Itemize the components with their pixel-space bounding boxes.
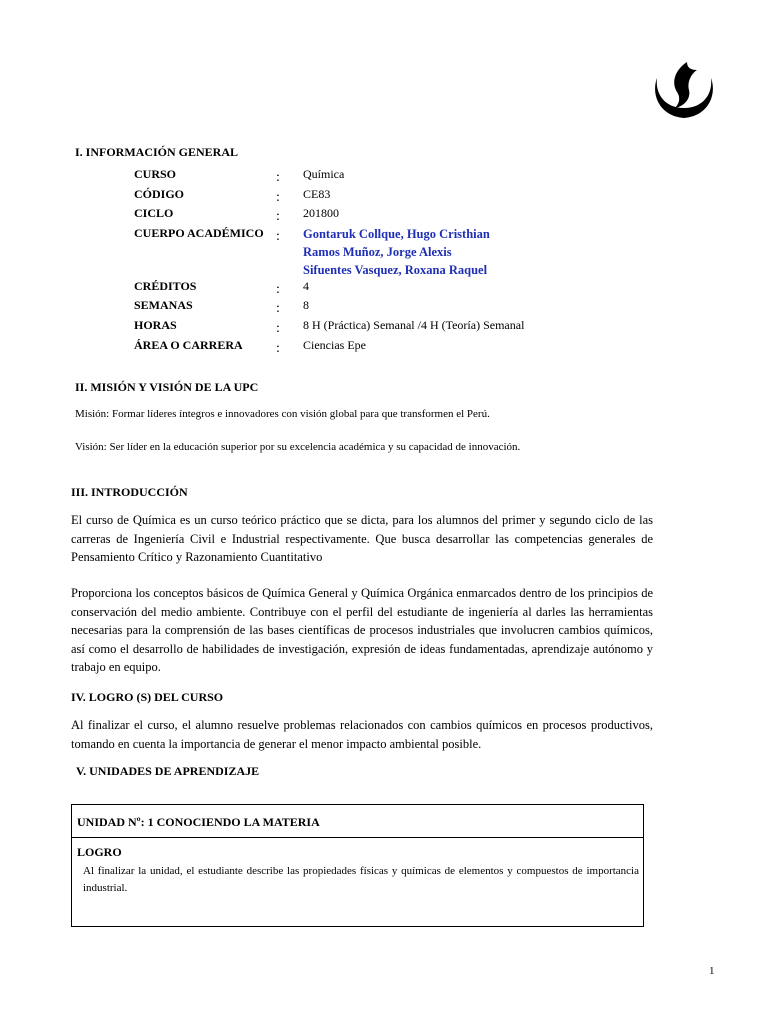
faculty-name: Sifuentes Vasquez, Roxana Raquel xyxy=(303,263,488,277)
info-row-curso xyxy=(0,167,768,185)
info-row-cuerpo-academico xyxy=(0,226,768,282)
section-heading-logros: IV. LOGRO (S) DEL CURSO xyxy=(71,690,224,704)
section-heading-introduccion: III. INTRODUCCIÓN xyxy=(71,485,188,499)
info-colon: : xyxy=(276,229,280,244)
info-colon: : xyxy=(276,190,280,205)
info-row-codigo xyxy=(0,187,768,205)
info-row-area-carrera xyxy=(0,338,768,356)
page-number: 1 xyxy=(709,965,715,977)
info-value: CE83 xyxy=(303,187,331,201)
info-label: CRÉDITOS xyxy=(134,279,197,293)
logro-label: LOGRO xyxy=(77,845,122,859)
info-row-semanas xyxy=(0,298,768,316)
faculty-name: Ramos Muñoz, Jorge Alexis xyxy=(303,245,452,259)
info-colon: : xyxy=(276,341,280,356)
info-value: 8 H (Práctica) Semanal /4 H (Teoría) Semanal xyxy=(303,318,525,332)
info-label: CURSO xyxy=(134,167,177,181)
info-value: 201800 xyxy=(303,206,339,220)
info-value: 8 xyxy=(303,298,309,312)
upc-flame-logo-icon xyxy=(651,60,717,122)
info-row-creditos xyxy=(0,279,768,297)
info-label: CUERPO ACADÉMICO xyxy=(134,226,264,240)
info-row-horas xyxy=(0,318,768,336)
info-colon: : xyxy=(276,282,280,297)
unit-title-box xyxy=(71,804,644,838)
info-colon: : xyxy=(276,170,280,185)
course-goal-text: Al finalizar el curso, el alumno resuelve problemas relacionados con cambios químicos en procesos productivos, tomando en cuenta la importancia de generar el menor impacto ambiental posible. xyxy=(71,718,653,751)
section-heading-mision-vision: II. MISIÓN Y VISIÓN DE LA UPC xyxy=(75,380,259,394)
info-colon: : xyxy=(276,301,280,316)
info-value: Ciencias Epe xyxy=(303,338,366,352)
info-colon: : xyxy=(276,209,280,224)
intro-paragraph-2: Proporciona los conceptos básicos de Química General y Química Orgánica enmarcados dentro de los principios de conservación del medio ambiente. Contribuye con el perfil del estudiante de ingeniería al darles las herramientas necesarias para la comprensión de las bases científicas de procesos industriales que involucren cambios químicos, así como el desarrollo de habilidades de investigación, expresión de ideas fundamentadas, aprendizaje autónomo y trabajo en equipo. xyxy=(71,586,653,674)
faculty-name: Gontaruk Collque, Hugo Cristhian xyxy=(303,227,490,241)
mision-text: Misión: Formar líderes íntegros e innovadores con visión global para que transformen el Perú. xyxy=(75,408,490,420)
vision-text: Visión: Ser líder en la educación superior por su excelencia académica y su capacidad de innovación. xyxy=(75,441,521,453)
info-label: CÓDIGO xyxy=(134,187,185,201)
info-label: CICLO xyxy=(134,206,174,220)
intro-paragraph-1: El curso de Química es un curso teórico práctico que se dicta, para los alumnos del primer y segundo ciclo de las carreras de Ingeniería Civil e Industrial respectivamente. Que busca desarrollar las competencias generales de Pensamiento Crítico y Razonamiento Cuantitativo xyxy=(71,513,653,564)
logro-text: Al finalizar la unidad, el estudiante describe las propiedades físicas y químicas de elementos y compuestos de importancia industrial. xyxy=(83,865,639,894)
info-label: SEMANAS xyxy=(134,298,193,312)
info-value: Química xyxy=(303,167,345,181)
unit-logro-box xyxy=(71,837,644,927)
info-value: 4 xyxy=(303,279,309,293)
section-heading-informacion-general: I. INFORMACIÓN GENERAL xyxy=(75,145,239,159)
info-label: ÁREA O CARRERA xyxy=(134,338,243,352)
info-row-ciclo xyxy=(0,206,768,224)
unit-title: UNIDAD Nº: 1 CONOCIENDO LA MATERIA xyxy=(77,815,320,829)
section-heading-unidades: V. UNIDADES DE APRENDIZAJE xyxy=(76,764,260,778)
info-label: HORAS xyxy=(134,318,177,332)
info-colon: : xyxy=(276,321,280,336)
